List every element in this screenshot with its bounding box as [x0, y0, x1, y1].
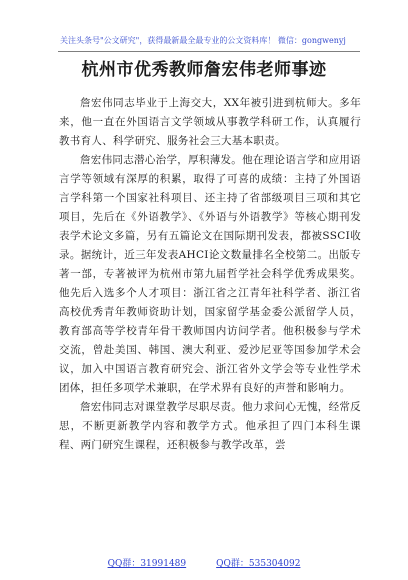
paragraph-intro: 詹宏伟同志毕业于上海交大，XX年被引进到杭师大。多年来，他一直在外国语言文学领域从事教学科研工作，认真履行教书育人、科学研究、服务社会三大基本职责。: [59, 97, 361, 147]
page-header: 关注头条号"公文研究"，获得最新最全最专业的公文资料库！ 微信：gongwenyj: [60, 36, 346, 45]
header-divider: [58, 51, 360, 52]
footer-qq-group-2[interactable]: QQ群：535304092: [216, 559, 301, 569]
footer-qq-group-1[interactable]: QQ群：31991489: [107, 559, 187, 569]
page-footer: [0, 559, 408, 570]
document-title: 杭州市优秀教师詹宏伟老师事迹: [81, 60, 327, 80]
document-body: [59, 94, 361, 455]
paragraph-teaching: 詹宏伟同志对课堂教学尽职尽责。他力求问心无愧，经常反思，不断更新教学内容和教学方式。他承担了四门本科生课程、两门研究生课程，还积极参与教学改革，尝: [59, 401, 361, 451]
paragraph-research: 詹宏伟同志潜心治学，厚积薄发。他在理论语言学和应用语言学等领域有深厚的积累，取得了可喜的成绩：主持了外国语言学科第一个国家社科项目、还主持了省部级项目三项和其它项目，先后在《外语教学》、《外语与外语教学》等核心期刊发表学术论文多篇，另有五篇论文在国际期刊发表，都被SSCI收录。据统计，近三年发表AHCI论文数量排名全校第二。出版专著一部，专著被评为杭州市第九届哲学社会科学优秀成果奖。他先后入选多个人才项目：浙江省之江青年社科学者、浙江省高校优秀青年教师资助计划，国家留学基金委公派留学人员，教育部高等学校青年骨干教师国内访问学者。他积极参与学术交流，曾赴美国、韩国、澳大利亚、爱沙尼亚等国参加学术会议，加入中国语言教育研究会、浙江省外文学会等专业性学术团体，担任多项学术兼职，在学术界有良好的声誉和影响力。: [59, 154, 361, 394]
